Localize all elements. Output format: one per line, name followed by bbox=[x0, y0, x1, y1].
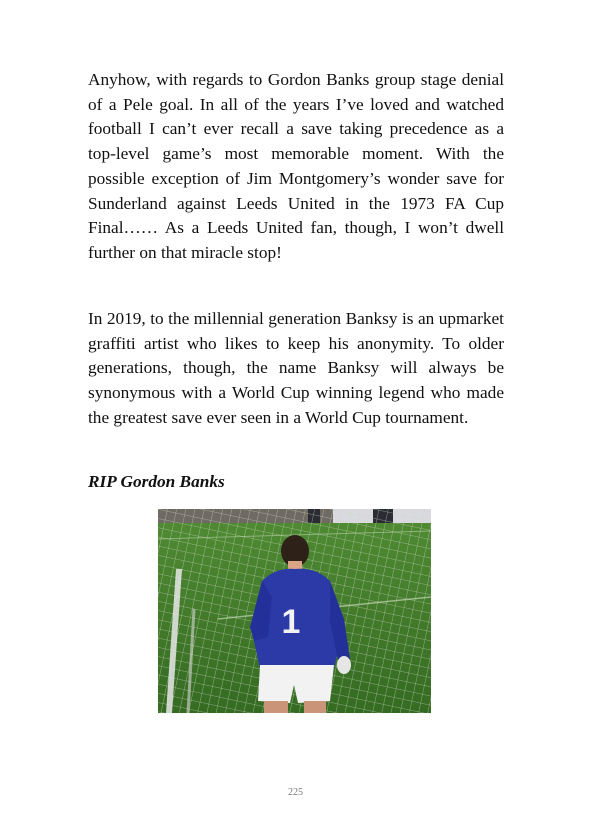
body-paragraph-1: Anyhow, with regards to Gordon Banks group stage denial of a Pele goal. In all of the years I’ve loved and watched football I can’t ever recall a save taking precedence as a top-level game’s most memorable moment. With the possible exception of Jim Montgomery’s wonder save for Sunderland against Leeds United in the 1973 FA Cup Final…… As a Leeds United fan, though, I won’t dwell further on that miracle stop! bbox=[88, 70, 504, 262]
page-number: 225 bbox=[288, 787, 303, 798]
section-heading: RIP Gordon Banks bbox=[88, 472, 225, 491]
goalkeeper-photo bbox=[158, 509, 431, 713]
body-paragraph-2: In 2019, to the millennial generation Banksy is an upmarket graffiti artist who likes to keep his anonymity. To older generations, though, the name Banksy will always be synonymous with a World Cup winning legend who made the greatest save ever seen in a World Cup tournament. bbox=[88, 309, 504, 427]
svg-text:1: 1 bbox=[281, 603, 301, 641]
